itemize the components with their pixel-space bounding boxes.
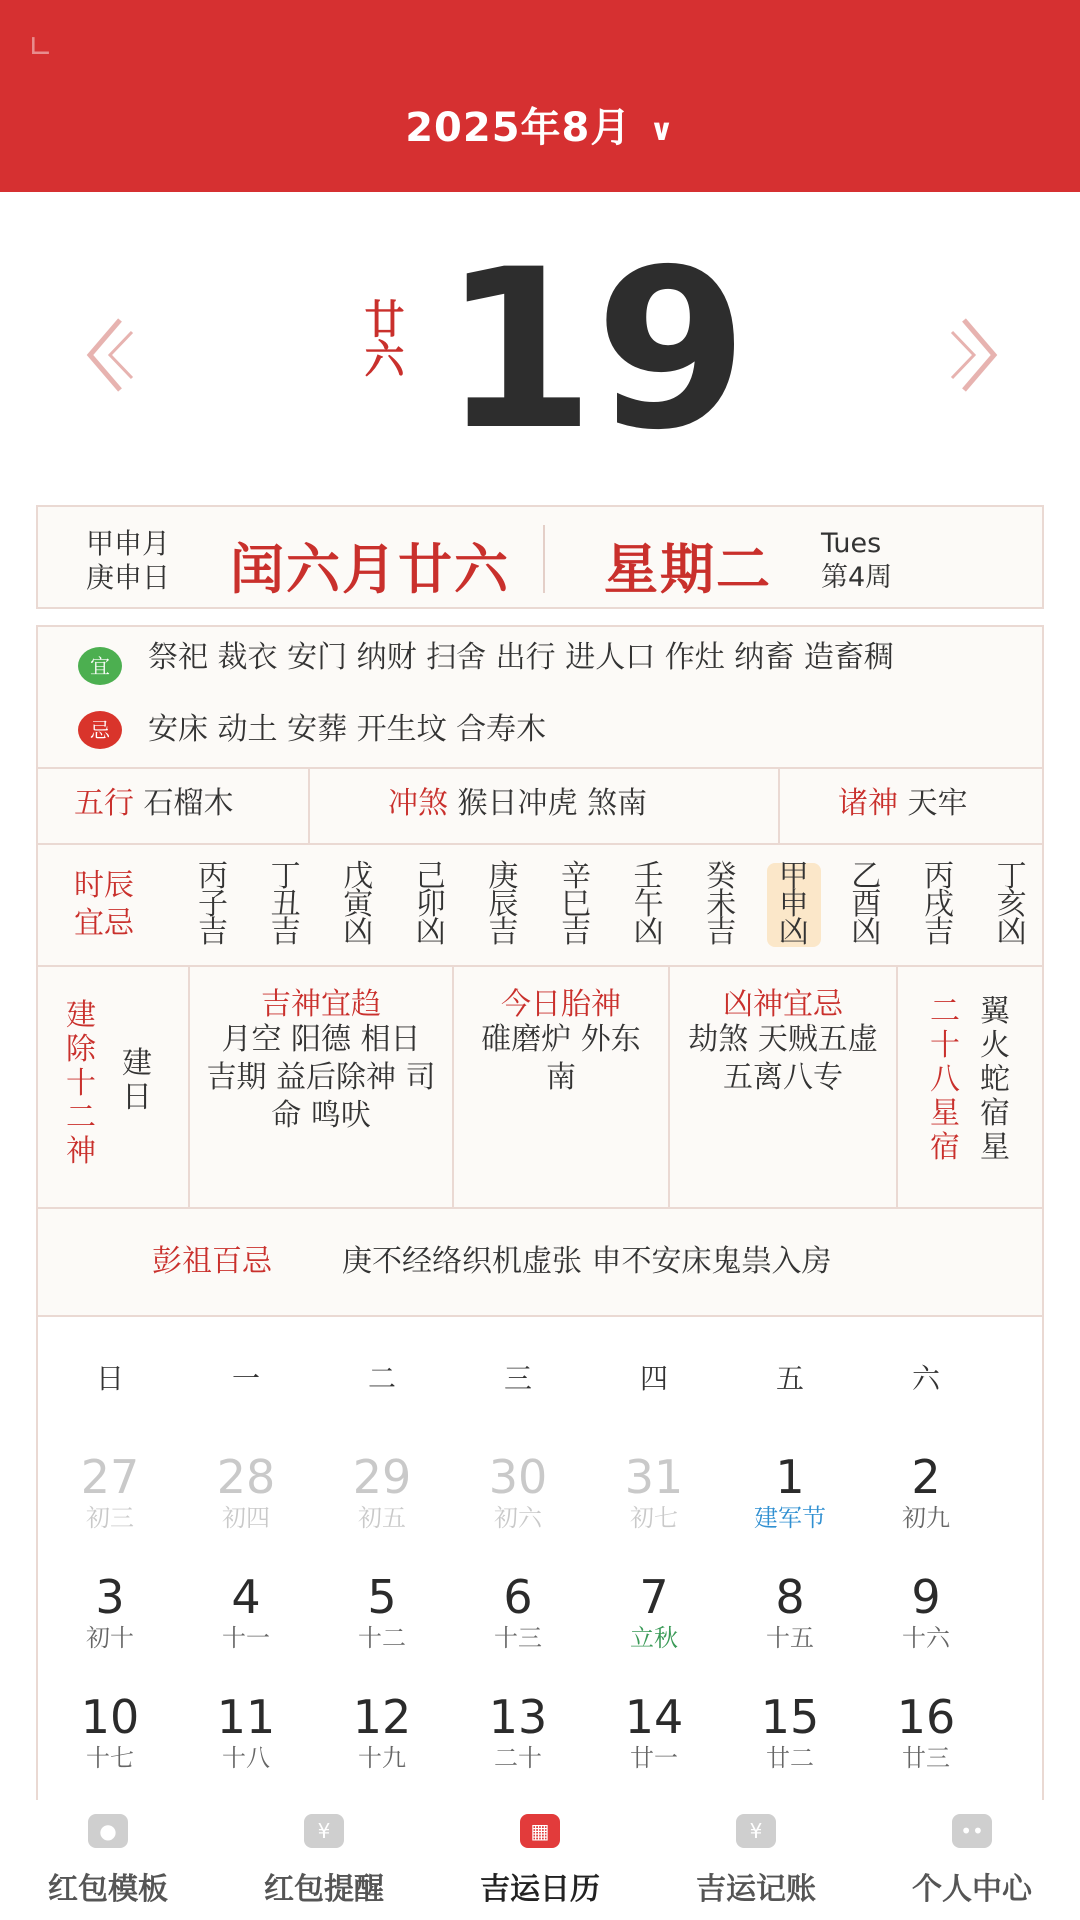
- shichen-label: [74, 867, 134, 943]
- weekday-label: 三: [503, 1362, 532, 1395]
- day-number: 27: [80, 1450, 140, 1504]
- ji-text: 安床 动土 安葬 开生坟 合寿木: [148, 712, 547, 747]
- day-number: 14: [624, 1690, 684, 1744]
- day-lunar: 初七: [630, 1504, 678, 1532]
- day-lunar: 廿二: [766, 1744, 814, 1772]
- day-number: 31: [624, 1450, 684, 1504]
- chongsha-cell: [388, 767, 647, 841]
- calendar-day[interactable]: [178, 1451, 314, 1561]
- shichen-verdict: 吉: [706, 915, 737, 950]
- taishen-text: 碓磨炉 外东南: [481, 1022, 641, 1095]
- jianchu-label-char: 神: [66, 1134, 96, 1169]
- jishen-title: 吉神宜趋: [261, 987, 381, 1022]
- day-number: 29: [352, 1450, 412, 1504]
- month-label: 2025年8月: [405, 105, 632, 151]
- day-lunar: 初四: [222, 1504, 270, 1532]
- jianchu-value-char: 建: [122, 1046, 152, 1081]
- shichen-char: 癸: [706, 859, 737, 894]
- wuxing-cell: [74, 767, 234, 841]
- calendar-day[interactable]: [178, 1691, 314, 1801]
- prev-day-arrow-icon[interactable]: [80, 310, 140, 400]
- calendar-day[interactable]: [586, 1571, 722, 1681]
- shichen-hour: [476, 859, 530, 950]
- calendar-day[interactable]: [858, 1691, 994, 1801]
- calendar-day[interactable]: [586, 1691, 722, 1801]
- chongsha-label: 冲煞: [388, 786, 448, 821]
- shichen-char: 酉: [851, 887, 882, 922]
- shichen-hour: [767, 859, 821, 950]
- day-number: 7: [639, 1570, 669, 1624]
- ledger-icon: ¥: [736, 1814, 776, 1848]
- xiu-value-char: 蛇: [980, 1062, 1010, 1097]
- shichen-char: 丁: [270, 859, 301, 894]
- lunar-day-text: 廿六: [358, 298, 404, 378]
- shichen-hour: [186, 859, 240, 950]
- day-lunar: 初五: [358, 1504, 406, 1532]
- day-number: 5: [367, 1570, 397, 1624]
- jianchu-label-char: 除: [66, 1032, 96, 1067]
- weekday-label: 五: [775, 1362, 804, 1395]
- profile-icon: ••: [952, 1814, 992, 1848]
- day-number: 3: [95, 1570, 125, 1624]
- tab-reminder[interactable]: [216, 1814, 432, 1908]
- day-lunar: 二十: [494, 1744, 542, 1772]
- day-lunar: 立秋: [630, 1624, 678, 1652]
- day-lunar: 十一: [222, 1624, 270, 1652]
- pengzu-text: 庚不经络织机虚张 申不安床鬼祟入房: [342, 1244, 832, 1279]
- weekday-label: 一: [231, 1362, 260, 1395]
- shichen-char: 辰: [488, 887, 519, 922]
- calendar-day[interactable]: [450, 1571, 586, 1681]
- shichen-char: 未: [706, 887, 737, 922]
- shichen-char: 庚: [488, 859, 519, 894]
- month-calendar: [36, 1315, 1044, 1815]
- day-number: 9: [911, 1570, 941, 1624]
- day-number: 16: [896, 1690, 956, 1744]
- zhushen-value: 天牢: [907, 786, 968, 821]
- shichen-char: 巳: [561, 887, 591, 922]
- week-number: 第4周: [821, 562, 893, 593]
- xiu-value-char: 翼: [980, 994, 1010, 1029]
- xiu-label-char: 八: [930, 1062, 960, 1097]
- weekday-label: 二: [367, 1362, 396, 1395]
- jishen-box: [190, 967, 452, 1207]
- chongsha-value: 猴日冲虎 煞南: [457, 786, 648, 821]
- shichen-hour: [839, 859, 893, 950]
- tab-label: 红包提醒: [264, 1872, 384, 1907]
- shichen-hour: [549, 859, 603, 950]
- shichen-verdict: 凶: [851, 915, 882, 950]
- weekday-label: 六: [911, 1362, 940, 1395]
- reminder-icon: ¥: [304, 1814, 344, 1848]
- xiu-value: [978, 995, 1012, 1165]
- tab-red-envelope[interactable]: [0, 1814, 216, 1908]
- calendar-day[interactable]: [314, 1571, 450, 1681]
- day-lunar: 廿三: [902, 1744, 950, 1772]
- shichen-char: 亥: [996, 887, 1027, 922]
- xiu-value-char: 星: [980, 1130, 1010, 1165]
- shichen-char: 寅: [343, 887, 374, 922]
- day-lunar: 初六: [494, 1504, 542, 1532]
- wuxing-value: 石榴木: [143, 786, 234, 821]
- jianchu-label-char: 建: [66, 998, 96, 1033]
- tab-profile[interactable]: [864, 1814, 1080, 1908]
- tab-label: 吉运记账: [696, 1872, 816, 1907]
- divider: [38, 843, 1042, 845]
- calendar-day[interactable]: [42, 1691, 178, 1801]
- day-lunar: 建军节: [754, 1504, 826, 1532]
- day-number: 28: [216, 1450, 276, 1504]
- taishen-box: [454, 967, 668, 1207]
- shichen-hour: [985, 859, 1039, 950]
- xiu-label-char: 星: [930, 1096, 960, 1131]
- divider: [38, 1207, 1042, 1209]
- shichen-verdict: 吉: [561, 915, 591, 950]
- shichen-char: 卯: [415, 887, 446, 922]
- yi-row: [78, 640, 1038, 678]
- month-picker[interactable]: [0, 96, 1080, 153]
- xiu-label-char: 十: [930, 1028, 960, 1063]
- calendar-day[interactable]: [42, 1571, 178, 1681]
- divider: [543, 525, 545, 593]
- shichen-verdict: 吉: [198, 915, 228, 950]
- xiu-value-char: 宿: [980, 1096, 1010, 1131]
- day-number: 6: [503, 1570, 533, 1624]
- day-number: 13: [488, 1690, 548, 1744]
- ganzhi: [86, 527, 170, 595]
- shichen-hour: [259, 859, 313, 950]
- selected-date: [0, 222, 1080, 478]
- shichen-char: 甲: [778, 859, 809, 894]
- app-header: [0, 0, 1080, 192]
- divider: [778, 767, 780, 843]
- shichen-char: 申: [778, 887, 809, 922]
- day-number: 12: [352, 1690, 412, 1744]
- day-lunar: 十八: [222, 1744, 270, 1772]
- xiu-box: [898, 967, 1042, 1207]
- shichen-verdict: 凶: [415, 915, 446, 950]
- day-number: 2: [911, 1450, 941, 1504]
- shichen-hour: [912, 859, 966, 950]
- jianchu-label: [64, 999, 98, 1169]
- ji-badge: 忌: [78, 711, 122, 749]
- calendar-day[interactable]: [722, 1451, 858, 1561]
- shichen-verdict: 吉: [924, 915, 954, 950]
- jianchu-value-char: 日: [122, 1080, 152, 1115]
- pengzu-label: 彭祖百忌: [152, 1244, 272, 1279]
- shichen-char: 子: [198, 887, 228, 922]
- shichen-verdict: 凶: [343, 915, 374, 950]
- day-lunar: 初三: [86, 1504, 134, 1532]
- chevron-down-icon: ∨: [649, 112, 675, 148]
- shichen-char: 丁: [996, 859, 1027, 894]
- shichen-label-line1: 时辰: [74, 868, 134, 903]
- calendar-day[interactable]: [314, 1451, 450, 1561]
- pengzu-row: [38, 1225, 1042, 1299]
- calendar-day[interactable]: [42, 1451, 178, 1561]
- jishen-text: 月空 阳德 相日 吉期 益后除神 司命 鸣吠: [206, 1022, 436, 1133]
- shichen-verdict: 吉: [488, 915, 519, 950]
- jianchu-label-char: 二: [66, 1100, 96, 1135]
- wuxing-label: 五行: [74, 786, 134, 821]
- lunar-date: 闰六月廿六: [230, 538, 510, 601]
- shichen-char: 丙: [198, 859, 228, 894]
- shichen-char: 戊: [343, 859, 374, 894]
- weekday-en: Tues: [821, 528, 882, 559]
- day-lunar: 初九: [902, 1504, 950, 1532]
- shichen-char: 乙: [851, 859, 882, 894]
- weekday: 星期二: [604, 538, 772, 601]
- xiu-label-char: 宿: [930, 1130, 960, 1165]
- ganzhi-day: 庚申日: [86, 561, 171, 594]
- day-number: 8: [775, 1570, 805, 1624]
- calendar-day[interactable]: [314, 1691, 450, 1801]
- shichen-verdict: 凶: [778, 915, 809, 950]
- day-lunar: 十六: [902, 1624, 950, 1652]
- calendar-day[interactable]: [450, 1691, 586, 1801]
- next-day-arrow-icon[interactable]: [944, 310, 1004, 400]
- day-number: 4: [231, 1570, 261, 1624]
- day-number: 15: [760, 1690, 820, 1744]
- zhushen-label: 诸神: [838, 786, 898, 821]
- shichen-hour: [331, 859, 385, 950]
- week-info: [821, 527, 892, 595]
- corner-mark: ∟: [28, 30, 54, 65]
- jianchu-box: [38, 967, 188, 1207]
- tab-calendar[interactable]: [432, 1814, 648, 1908]
- calendar-day[interactable]: [858, 1451, 994, 1561]
- tab-ledger[interactable]: [648, 1814, 864, 1908]
- shichen-verdict: 吉: [270, 915, 301, 950]
- weekday-label: 四: [639, 1362, 668, 1395]
- yi-badge: 宜: [78, 647, 122, 685]
- shichen-char: 丑: [270, 887, 301, 922]
- jianchu-value: [120, 1047, 154, 1115]
- shichen-label-line2: 宜忌: [74, 906, 134, 941]
- day-number: 10: [80, 1690, 140, 1744]
- calendar-day[interactable]: [450, 1451, 586, 1561]
- calendar-day[interactable]: [722, 1571, 858, 1681]
- day-lunar: 十九: [358, 1744, 406, 1772]
- weekday-label: 日: [95, 1362, 124, 1395]
- day-lunar: 十三: [494, 1624, 542, 1652]
- tab-label: 个人中心: [912, 1872, 1032, 1907]
- jianchu-label-char: 十: [66, 1066, 96, 1101]
- day-lunar: 十二: [358, 1624, 406, 1652]
- xiu-value-char: 火: [980, 1028, 1010, 1063]
- calendar-day[interactable]: [586, 1451, 722, 1561]
- day-number: 1: [775, 1450, 805, 1504]
- tab-label: 红包模板: [48, 1872, 168, 1907]
- shichen-char: 丙: [924, 859, 954, 894]
- xiu-label: [928, 995, 962, 1165]
- xiongshen-box: [670, 967, 896, 1207]
- shichen-char: 己: [415, 859, 446, 894]
- xiu-label-char: 二: [930, 994, 960, 1029]
- calendar-icon: ▦: [520, 1814, 560, 1848]
- shichen-hour: [404, 859, 458, 950]
- day-lunar: 十五: [766, 1624, 814, 1652]
- xiongshen-title: 凶神宜忌: [723, 987, 843, 1022]
- shichen-hour: [694, 859, 748, 950]
- day-lunar: 初十: [86, 1624, 134, 1652]
- ji-row: [78, 713, 1038, 747]
- shichen-char: 壬: [633, 859, 664, 894]
- calendar-day[interactable]: [858, 1571, 994, 1681]
- lunar-day-vertical: [356, 298, 406, 387]
- lunar-summary-panel: [36, 505, 1044, 609]
- tab-label: 吉运日历: [480, 1872, 600, 1907]
- divider: [308, 767, 310, 843]
- red-envelope-icon: ●: [88, 1814, 128, 1848]
- bottom-tab-bar: [0, 1800, 1080, 1920]
- day-number: 11: [216, 1690, 276, 1744]
- shichen-hour: [622, 859, 676, 950]
- zhushen-cell: [838, 767, 968, 841]
- calendar-day[interactable]: [722, 1691, 858, 1801]
- xiongshen-text: 劫煞 天贼五虚 五离八专: [688, 1022, 878, 1095]
- shichen-char: 午: [633, 887, 664, 922]
- day-number: 19: [441, 222, 749, 478]
- calendar-day[interactable]: [178, 1571, 314, 1681]
- day-lunar: 廿一: [630, 1744, 678, 1772]
- shichen-verdict: 凶: [633, 915, 664, 950]
- yi-text: 祭祀 裁衣 安门 纳财 扫舍 出行 进人口 作灶 纳畜 造畜稠: [148, 640, 894, 675]
- shichen-verdict: 凶: [996, 915, 1027, 950]
- shichen-char: 戌: [924, 887, 954, 922]
- shichen-char: 辛: [561, 859, 591, 894]
- day-lunar: 十七: [86, 1744, 134, 1772]
- ganzhi-month: 甲申月: [86, 527, 171, 560]
- taishen-title: 今日胎神: [501, 987, 621, 1022]
- day-number: 30: [488, 1450, 548, 1504]
